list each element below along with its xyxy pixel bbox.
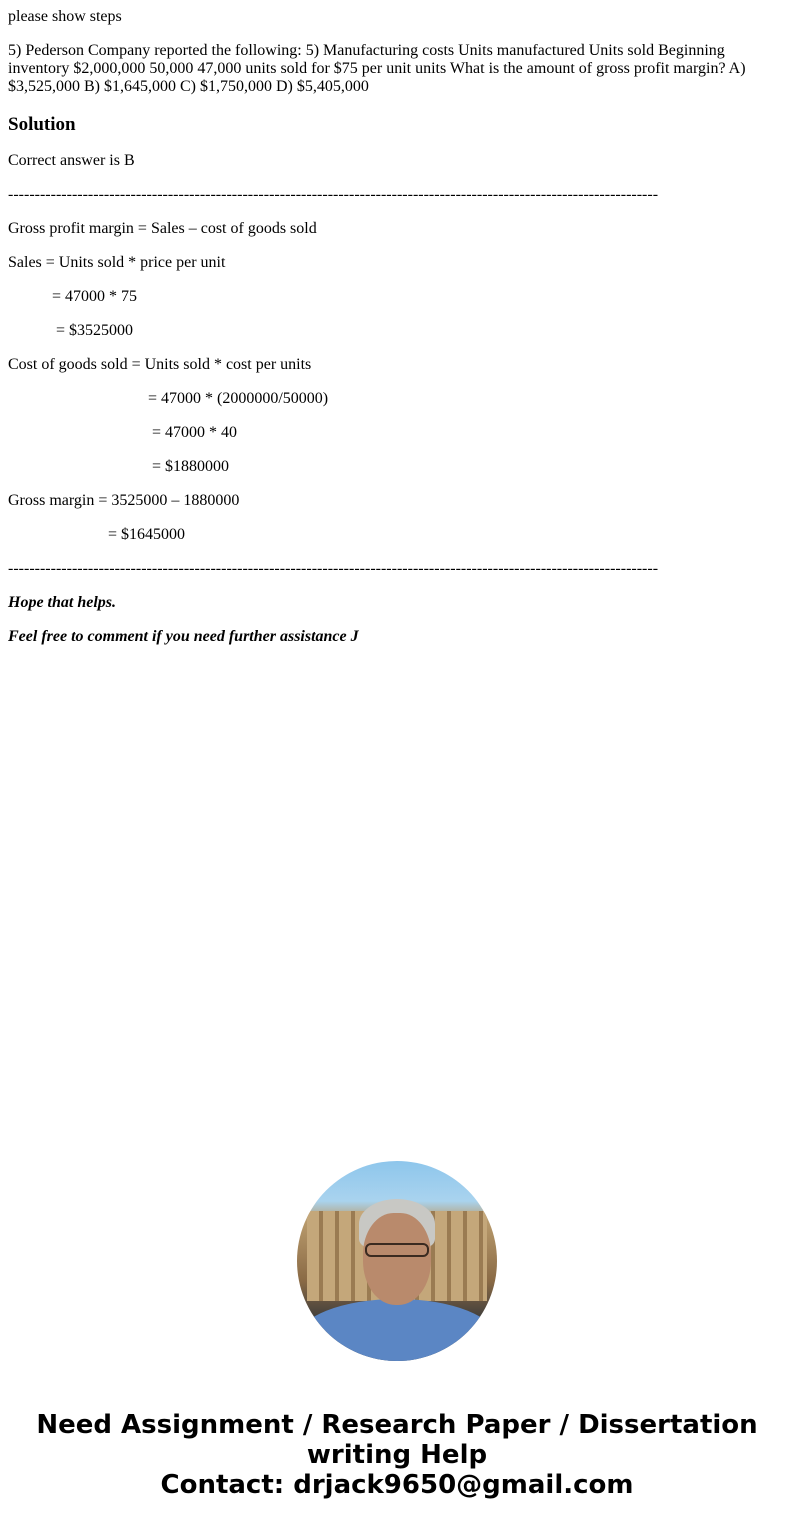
question-text: 5) Pederson Company reported the following: 5) Manufacturing costs Units manufactured Units sold Beginning inventory $2,000,000 50,000 47,000 units sold for $75 per unit units What is the amount of gross profit margin? A) $3,525,000 B) $1,645,000 C) $1,750,000 D) $5,405,000	[8, 42, 746, 95]
banner-line: Need Assignment / Research Paper / Dissertation	[36, 1410, 758, 1440]
formula-line: = 47000 * 40	[152, 424, 238, 441]
avatar-shirt	[297, 1299, 497, 1361]
banner-line: writing Help	[306, 1440, 488, 1470]
divider: --------------------------------------------------------------------------------------------------------------------------	[8, 560, 659, 577]
solution-heading: Solution	[8, 114, 76, 135]
formula-line: Gross margin = 3525000 – 1880000	[8, 492, 240, 509]
question-prompt: please show steps	[8, 8, 122, 25]
contact-email: Contact: drjack9650@gmail.com	[160, 1470, 634, 1500]
formula-line: = 47000 * (2000000/50000)	[148, 390, 329, 407]
contact-banner	[0, 1410, 794, 1500]
formula-line: Gross profit margin = Sales – cost of goods sold	[8, 220, 317, 237]
formula-line: = $1645000	[108, 526, 186, 543]
formula-line: Cost of goods sold = Units sold * cost per units	[8, 356, 312, 373]
avatar-face	[363, 1213, 431, 1305]
formula-line: = $3525000	[56, 322, 134, 339]
formula-line: = $1880000	[152, 458, 230, 475]
formula-line: = 47000 * 75	[52, 288, 138, 305]
closing-text: Feel free to comment if you need further assistance J	[8, 628, 359, 645]
avatar-glasses	[365, 1243, 429, 1257]
document-body	[0, 8, 794, 646]
formula-line: Sales = Units sold * price per unit	[8, 254, 226, 271]
closing-text: Hope that helps.	[8, 594, 117, 611]
author-avatar	[297, 1161, 497, 1361]
correct-answer: Correct answer is B	[8, 152, 135, 169]
divider: --------------------------------------------------------------------------------------------------------------------------	[8, 186, 659, 203]
